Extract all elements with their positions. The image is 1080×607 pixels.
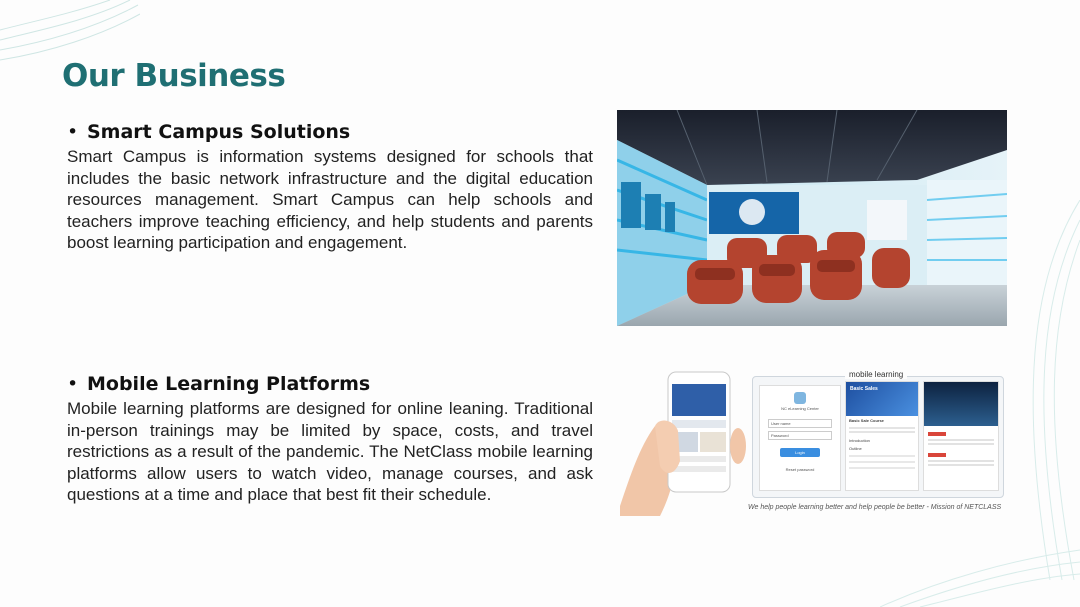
- bullet: •: [67, 373, 79, 395]
- text-line: [928, 464, 994, 466]
- decorative-curves-right: [1010, 200, 1080, 580]
- mobile-figure-caption: We help people learning better and help people be better - Mission of NETCLASS: [748, 504, 1002, 511]
- course-desc-line: [849, 431, 915, 433]
- panel-header: mobile learning: [845, 370, 907, 379]
- smart-classroom-photo: [617, 110, 1007, 326]
- section-smart-campus: [67, 121, 593, 254]
- tab-introduction[interactable]: Introduction: [849, 438, 870, 443]
- password-field[interactable]: Password: [768, 431, 832, 440]
- tag-red: [928, 453, 946, 457]
- video-screen: [923, 381, 999, 491]
- login-screen: [759, 385, 841, 491]
- section-body: Smart Campus is information systems designed for schools that includes the basic network infrastructure and the digital education resources management. Smart Campus can help schools and teachers improve teaching efficiency, and help students and parents boost learning participation and engagement.: [67, 147, 593, 253]
- phone-in-hand-illustration: [620, 366, 750, 516]
- login-button[interactable]: Login: [780, 448, 820, 457]
- outline-line: [849, 455, 915, 457]
- course-banner-text: Basic Sales: [850, 386, 878, 392]
- outline-line: [849, 461, 915, 463]
- page-title: Our Business: [62, 58, 286, 94]
- course-banner: [846, 382, 918, 416]
- heading-text: Mobile Learning Platforms: [87, 373, 371, 395]
- bullet: •: [67, 121, 79, 143]
- course-desc-line: [849, 427, 915, 429]
- tab-outline[interactable]: Outline: [849, 446, 862, 451]
- section-heading: [67, 121, 593, 143]
- course-tabs: [846, 435, 918, 446]
- section-heading: [67, 373, 593, 395]
- section-body: Mobile learning platforms are designed for online leaning. Traditional in-person trainings may be limited by space, costs, and travel restrictions as a result of the pandemic. The NetClass mobile learning platforms allow users to watch video, manage courses, and ask questions at a time and place that best fit their schedule.: [67, 399, 593, 505]
- outline-line: [849, 467, 915, 469]
- heading-text: Smart Campus Solutions: [87, 121, 351, 143]
- text-line: [928, 439, 994, 441]
- login-title: NC eLearning Center: [781, 406, 819, 411]
- decorative-curves-bottom-right: [880, 540, 1080, 607]
- course-screen: [845, 381, 919, 491]
- mobile-screens-panel: [752, 370, 1004, 498]
- text-line: [928, 460, 994, 462]
- section-mobile-learning: [67, 373, 593, 506]
- mobile-learning-figure: [620, 366, 1010, 516]
- app-logo-icon: [794, 392, 806, 404]
- text-line: [928, 443, 994, 445]
- reset-password-link[interactable]: Reset password: [785, 467, 815, 472]
- course-title: Basic Sale Course: [849, 418, 884, 423]
- tag-red: [928, 432, 946, 436]
- username-field[interactable]: User name: [768, 419, 832, 428]
- video-thumbnail[interactable]: [924, 382, 998, 426]
